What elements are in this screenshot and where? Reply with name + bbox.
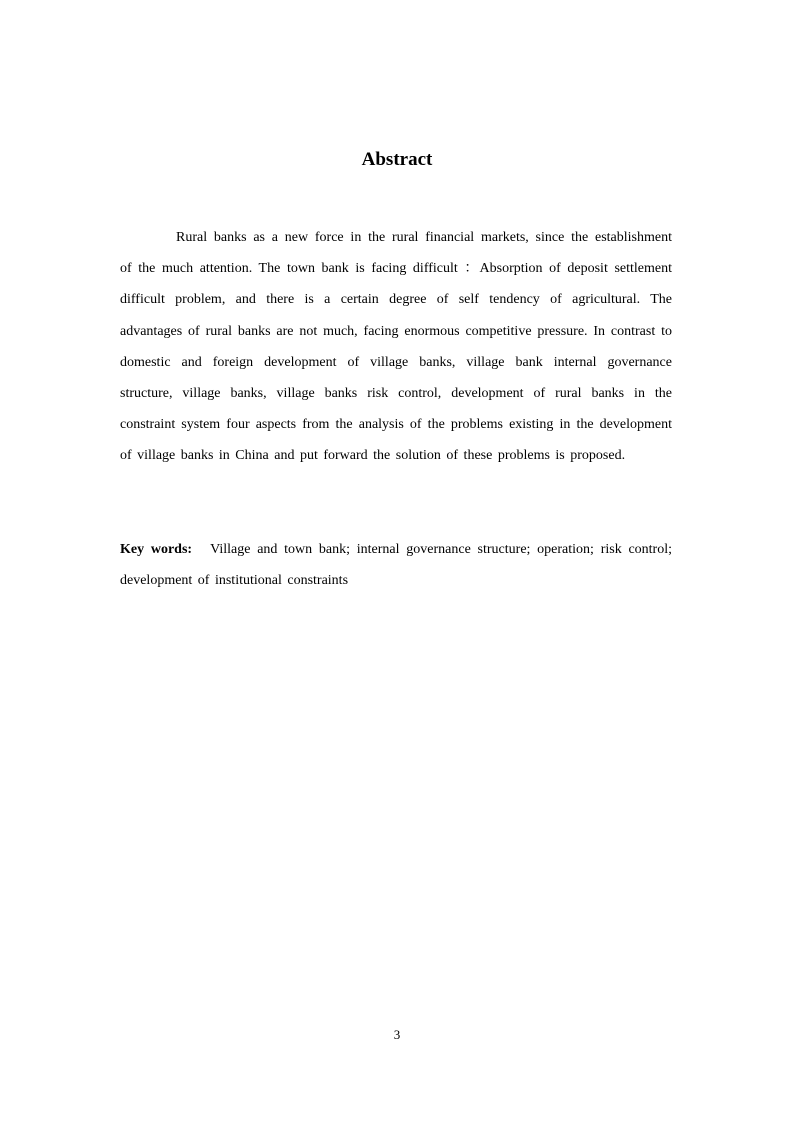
page-number: 3 [393, 1027, 401, 1042]
keywords-label: Key words: [120, 542, 193, 557]
keywords-section [120, 534, 672, 596]
keywords-text: Village and town bank; internal governance structure; operation; risk control; development of institutional constraints [120, 542, 672, 589]
abstract-paragraph: Rural banks as a new force in the rural financial markets, since the establishment of the much attention. The town bank is facing difficult ：Absorption of deposit settlement difficult problem, and there is a certain degree of self tendency of agricultural. The advantages of rural banks are not much, facing enormous competitive pressure. In contrast to domestic and foreign development of village banks, village bank internal governance structure, village banks, village banks risk control, development of rural banks in the constraint system four aspects from the analysis of the problems existing in the development of village banks in China and put forward the solution of these problems is proposed. [120, 230, 672, 464]
abstract-title: Abstract [361, 149, 433, 170]
